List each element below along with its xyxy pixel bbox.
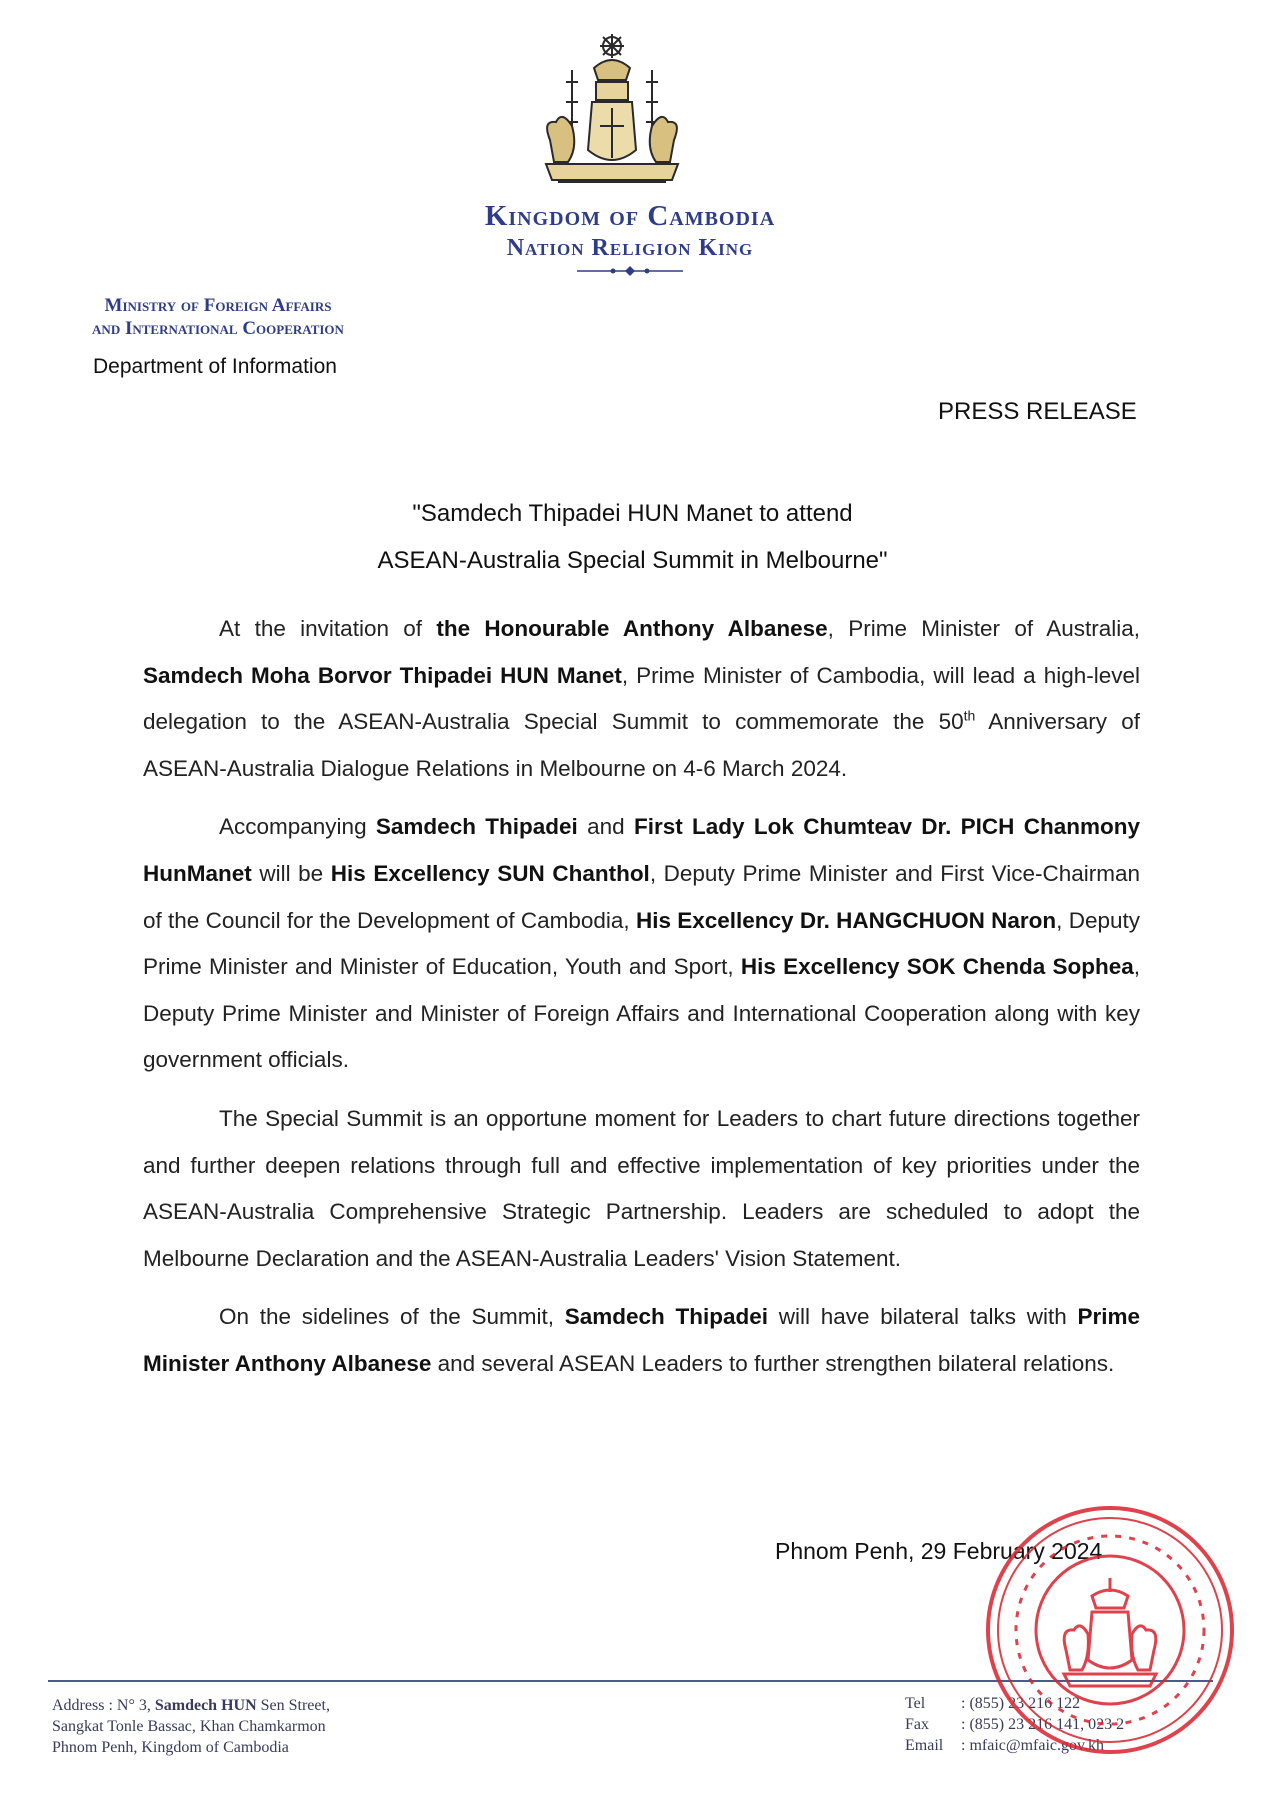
national-motto: Nation Religion King [506, 235, 754, 261]
press-release-body [143, 606, 1140, 1400]
bold-name: Prime Minister Anthony Albanese [143, 1304, 1140, 1376]
address-line-2: Sangkat Tonle Bassac, Khan Chamkarmon [52, 1718, 326, 1735]
ministry-line-1: Ministry of Foreign Affairs [104, 295, 332, 316]
text-run: At the invitation of [219, 616, 437, 641]
email-label: Email [905, 1737, 944, 1754]
dateline: Phnom Penh, 29 February 2024 [775, 1538, 1103, 1564]
ordinal-suffix: th [963, 707, 976, 724]
tel-value: : (855) 23 216 122 [961, 1695, 1081, 1712]
text-run: and [577, 814, 634, 840]
fax-label: Fax [905, 1716, 929, 1733]
bold-name: Samdech Thipadei [564, 1304, 769, 1330]
title-line-1: "Samdech Thipadei HUN Manet to attend [412, 500, 853, 527]
text-run: will have bilateral talks with [768, 1304, 1078, 1330]
address-line-3: Phnom Penh, Kingdom of Cambodia [52, 1739, 289, 1756]
text-run: Accompanying [219, 814, 376, 840]
paragraph-4 [143, 1294, 1140, 1387]
ministry-line-2: and International Cooperation [92, 318, 344, 339]
email-value: : mfaic@mfaic.gov.kh [961, 1737, 1104, 1754]
text-run: On the sidelines of the Summit, [219, 1304, 565, 1330]
text-run: , Deputy Prime Minister and First Vice-Chairman of the Council for the Development of Cambodia, [143, 860, 1140, 933]
text-run: Sen Street, [256, 1697, 330, 1714]
text-run: Anniversary of ASEAN-Australia Dialogue Relations in Melbourne on 4-6 March 2024. [143, 709, 1141, 781]
ornament-divider [575, 265, 685, 277]
title-line-2: ASEAN-Australia Special Summit in Melbourne" [377, 547, 888, 574]
kingdom-heading [380, 200, 880, 262]
text-run: and several ASEAN Leaders to further strengthen bilateral relations. [431, 1350, 1115, 1376]
text-run: , Deputy Prime Minister and Minister of Education, Youth and Sport, [143, 907, 1140, 980]
bold-name: His Excellency SOK Chenda Sophea [740, 954, 1134, 980]
paragraph-1 [143, 606, 1140, 792]
official-ministry-seal-stamp [980, 1500, 1240, 1760]
kingdom-name: Kingdom of Cambodia [484, 200, 776, 232]
footer-address [52, 1695, 330, 1758]
address-line-1 [52, 1695, 330, 1716]
text-run: Address : N° 3, [52, 1697, 155, 1714]
text-run: , Prime Minister of Australia, [827, 616, 1140, 641]
tel-label: Tel [905, 1695, 926, 1712]
press-release-title [140, 490, 1125, 584]
text-run: , Deputy Prime Minister and Minister of Foreign Affairs and International Cooperation along with key government officials. [143, 954, 1140, 1073]
text-run: Samdech HUN [154, 1697, 257, 1714]
bold-name: First Lady Lok Chumteav Dr. PICH Chanmony HunManet [143, 814, 1140, 886]
department-name: Department of Information [93, 355, 337, 378]
bold-name: His Excellency Dr. HANGCHUON Naron [635, 907, 1057, 933]
text-run: , Prime Minister of Cambodia, will lead a high-level delegation to the ASEAN-Australia Special Summit to commemorate the 50 [143, 662, 1140, 735]
bold-name: the Honourable Anthony Albanese [436, 616, 828, 641]
fax-value: : (855) 23 216 141, 023 2 [961, 1716, 1125, 1733]
royal-coat-of-arms-emblem [532, 30, 692, 200]
paragraph-2 [143, 804, 1140, 1084]
bold-name: Samdech Moha Borvor Thipadei HUN Manet [143, 662, 622, 688]
press-release-label: PRESS RELEASE [938, 398, 1137, 425]
ministry-name [38, 294, 398, 340]
bold-name: Samdech Thipadei [375, 814, 578, 840]
text-run: will be [251, 860, 331, 886]
bold-name: His Excellency SUN Chanthol [330, 860, 650, 886]
paragraph-3: The Special Summit is an opportune moment for Leaders to chart future directions together and further deepen relations through full and effective implementation of key priorities under the ASEAN-Australia Comprehensive Strategic Partnership. Leaders are scheduled to adopt the Melbourne Declaration and the ASEAN-Australia Leaders' Vision Statement. [143, 1105, 1140, 1271]
